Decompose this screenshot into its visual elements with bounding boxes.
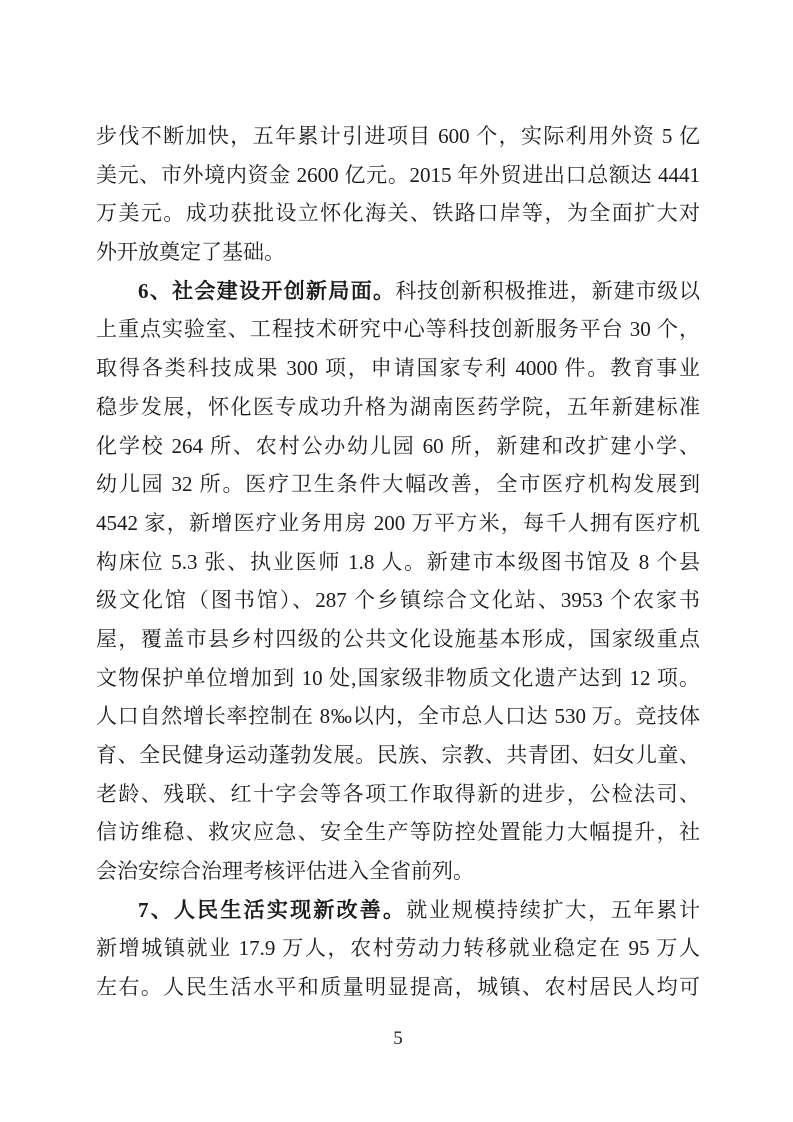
section-7-heading: 7、人民生活实现新改善。: [138, 897, 407, 922]
text-line: 万美元。成功获批设立怀化海关、铁路口岸等，为全面扩大对: [96, 201, 700, 226]
text-line: 幼儿园 32 所。医疗卫生条件大幅改善，全市医疗机构发展到: [96, 472, 700, 497]
section-6-heading: 6、社会建设开创新局面。: [138, 278, 396, 303]
text-line: 稳步发展，怀化医专成功升格为湖南医药学院，五年新建标准: [96, 394, 700, 419]
text-line: 上重点实验室、工程技术研究中心等科技创新服务平台 30 个，: [96, 317, 700, 342]
page-number: 5: [393, 1027, 403, 1049]
text-line: 美元、市外境内资金 2600 亿元。2015 年外贸进出口总额达 4441: [96, 162, 700, 187]
section-7-heading-line: [96, 891, 700, 930]
text-line: 新增城镇就业 17.9 万人，农村劳动力转移就业稳定在 95 万人: [96, 936, 700, 961]
text-run: 就业规模持续扩大，五年累计: [406, 897, 700, 922]
text-line: 步伐不断加快，五年累计引进项目 600 个，实际利用外资 5 亿: [96, 124, 700, 148]
text-line: 育、全民健身运动蓬勃发展。民族、宗教、共青团、妇女儿童、: [96, 743, 700, 767]
text-line: 4542 家，新增医疗业务用房 200 万平方米，每千人拥有医疗机: [96, 510, 700, 535]
text-line: 构床位 5.3 张、执业医师 1.8 人。新建市本级图书馆及 8 个县: [96, 549, 700, 574]
text-line-paragraph-end: 外开放奠定了基础。: [96, 240, 285, 265]
text-line: 化学校 264 所、农村公办幼儿园 60 所，新建和改扩建小学、: [96, 433, 700, 458]
text-line: 取得各类科技成果 300 项，申请国家专利 4000 件。教育事业: [96, 356, 700, 381]
text-line: 左右。人民生活水平和质量明显提高，城镇、农村居民人均可: [96, 975, 700, 1000]
section-6-heading-line: [96, 272, 700, 311]
text-line: 文物保护单位增加到 10 处,国家级非物质文化遗产达到 12 项。: [96, 665, 700, 690]
text-run: 科技创新积极推进，新建市级以: [395, 278, 700, 303]
text-line: 人口自然增长率控制在 8‰以内，全市总人口达 530 万。竞技体: [96, 704, 700, 729]
text-line: 级文化馆（图书馆）、287 个乡镇综合文化站、3953 个农家书: [96, 588, 700, 613]
text-line: 信访维稳、救灾应急、安全生产等防控处置能力大幅提升，社: [96, 820, 700, 845]
text-line-paragraph-end: 会治安综合治理考核评估进入全省前列。: [96, 859, 474, 884]
text-line: 屋，覆盖市县乡村四级的公共文化设施基本形成，国家级重点: [96, 626, 700, 651]
text-block: [96, 117, 700, 1007]
text-line: 老龄、残联、红十字会等各项工作取得新的进步，公检法司、: [96, 781, 700, 806]
